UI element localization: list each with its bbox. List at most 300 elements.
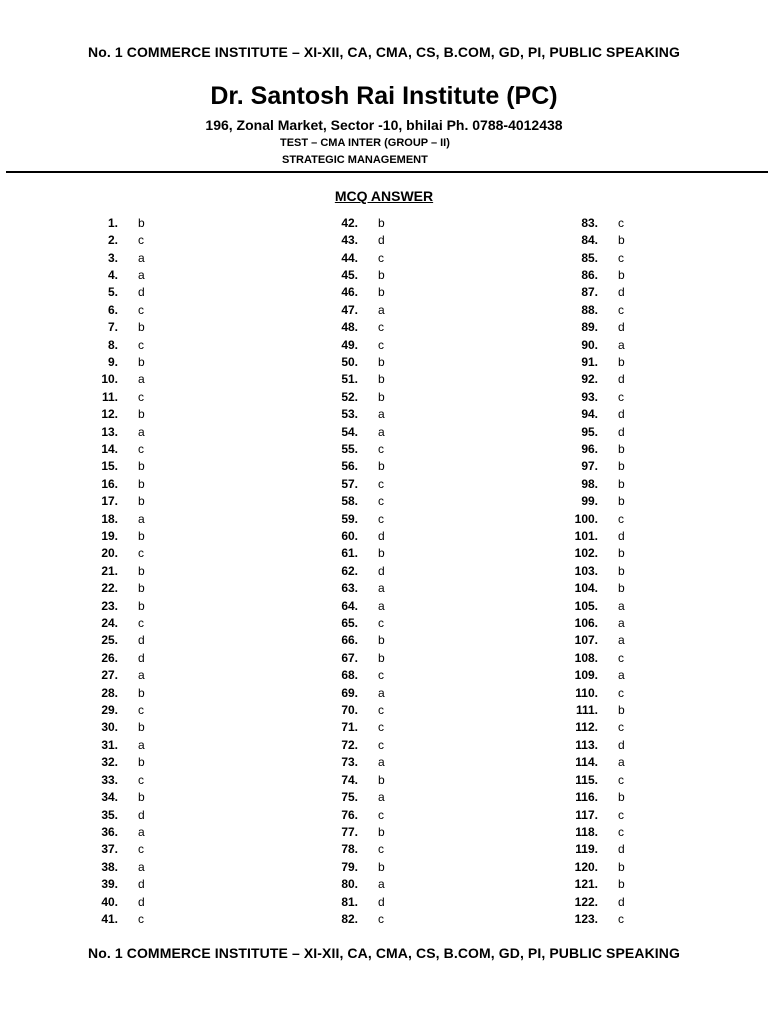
answer-row — [550, 788, 625, 805]
answer-row — [550, 527, 625, 544]
answer-letter: d — [618, 529, 625, 544]
question-number: 18. — [101, 511, 118, 526]
question-number: 70. — [341, 703, 358, 718]
answer-row — [550, 249, 625, 266]
question-number: 52. — [341, 389, 358, 404]
answer-letter: b — [378, 285, 385, 300]
header-tagline: No. 1 COMMERCE INSTITUTE – XI-XII, CA, CMA, CS, B.COM, GD, PI, PUBLIC SPEAKING — [88, 44, 680, 60]
question-number: 1. — [107, 215, 118, 230]
question-number: 95. — [581, 424, 598, 439]
answer-letter: b — [378, 389, 385, 404]
question-number: 72. — [341, 737, 358, 752]
answer-letter: b — [378, 650, 385, 665]
answer-row — [550, 580, 625, 597]
answer-letter: a — [138, 737, 145, 752]
answer-row — [550, 493, 625, 510]
answer-row — [70, 214, 145, 231]
question-number: 78. — [341, 842, 358, 857]
answer-letter: b — [378, 824, 385, 839]
answer-row — [310, 875, 385, 892]
answer-row — [70, 719, 145, 736]
answer-column-1 — [70, 214, 145, 928]
answer-row — [310, 458, 385, 475]
answer-row — [550, 440, 625, 457]
answer-row — [310, 249, 385, 266]
answer-letter: b — [618, 233, 625, 248]
answer-row — [70, 284, 145, 301]
question-number: 31. — [101, 737, 118, 752]
question-number: 119. — [575, 842, 598, 857]
answer-letter: c — [618, 389, 624, 404]
answer-row — [70, 875, 145, 892]
question-number: 45. — [341, 267, 358, 282]
question-number: 123. — [574, 911, 598, 926]
answer-row — [310, 405, 385, 422]
question-number: 99. — [581, 494, 598, 509]
answer-row — [550, 614, 625, 631]
question-number: 66. — [341, 633, 358, 648]
answer-row — [550, 458, 625, 475]
question-number: 86. — [581, 267, 598, 282]
question-number: 15. — [101, 459, 118, 474]
question-number: 21. — [101, 563, 118, 578]
question-number: 108. — [574, 650, 598, 665]
answer-letter: a — [618, 337, 625, 352]
answer-letter: b — [138, 581, 145, 596]
answer-letter: b — [138, 685, 145, 700]
answer-row — [310, 858, 385, 875]
answer-row — [70, 684, 145, 701]
answer-letter: d — [138, 285, 145, 300]
question-number: 37. — [101, 842, 118, 857]
answer-letter: b — [618, 790, 625, 805]
answer-letter: a — [378, 877, 385, 892]
answer-row — [550, 388, 625, 405]
answer-row — [310, 214, 385, 231]
answer-letter: c — [138, 546, 144, 561]
answer-letter: c — [378, 616, 384, 631]
answer-letter: c — [138, 703, 144, 718]
question-number: 49. — [341, 337, 358, 352]
answer-letter: c — [138, 772, 144, 787]
question-number: 112. — [575, 720, 598, 735]
question-number: 76. — [341, 807, 358, 822]
answer-letter: c — [618, 720, 624, 735]
question-number: 59. — [341, 511, 358, 526]
answer-letter: a — [378, 302, 385, 317]
answer-letter: a — [378, 581, 385, 596]
answer-letter: b — [138, 563, 145, 578]
question-number: 58. — [341, 494, 358, 509]
answer-letter: d — [138, 650, 145, 665]
answer-letter: c — [378, 720, 384, 735]
question-number: 6. — [107, 302, 118, 317]
answer-letter: b — [618, 494, 625, 509]
question-number: 116. — [575, 790, 598, 805]
answer-letter: b — [618, 877, 625, 892]
answer-letter: a — [378, 755, 385, 770]
answer-row — [70, 667, 145, 684]
answer-letter: c — [378, 250, 384, 265]
answer-row — [70, 806, 145, 823]
question-number: 81. — [341, 894, 358, 909]
answer-letter: b — [138, 790, 145, 805]
answer-row — [310, 440, 385, 457]
question-number: 35. — [101, 807, 118, 822]
answer-letter: c — [618, 302, 624, 317]
question-number: 20. — [101, 546, 118, 561]
answer-letter: b — [618, 354, 625, 369]
question-number: 103. — [574, 563, 598, 578]
answer-letter: c — [138, 441, 144, 456]
question-number: 55. — [341, 441, 358, 456]
answer-letter: b — [378, 354, 385, 369]
question-number: 102. — [574, 546, 598, 561]
answer-letter: b — [138, 755, 145, 770]
answer-letter: c — [378, 441, 384, 456]
question-number: 42. — [341, 215, 358, 230]
answer-row — [550, 214, 625, 231]
answer-row — [550, 284, 625, 301]
answer-letter: c — [138, 616, 144, 631]
answer-row — [550, 597, 625, 614]
answer-row — [550, 545, 625, 562]
institute-name: Dr. Santosh Rai Institute (PC) — [210, 82, 558, 110]
question-number: 23. — [101, 598, 118, 613]
question-number: 32. — [101, 755, 118, 770]
answer-letter: a — [378, 685, 385, 700]
answer-letter: c — [378, 703, 384, 718]
answer-row — [310, 823, 385, 840]
answer-letter: c — [138, 302, 144, 317]
question-number: 36. — [101, 824, 118, 839]
question-number: 94. — [581, 407, 598, 422]
question-number: 47. — [341, 302, 358, 317]
answer-letter: c — [138, 233, 144, 248]
answer-letter: b — [138, 459, 145, 474]
answer-letter: c — [618, 511, 624, 526]
answer-row — [550, 336, 625, 353]
answer-row — [550, 510, 625, 527]
answer-letter: d — [138, 807, 145, 822]
question-number: 53. — [341, 407, 358, 422]
answer-row — [310, 719, 385, 736]
answer-letter: b — [378, 633, 385, 648]
answer-letter: b — [138, 598, 145, 613]
question-number: 63. — [341, 581, 358, 596]
answer-letter: b — [138, 494, 145, 509]
answer-row — [550, 806, 625, 823]
answer-row — [310, 545, 385, 562]
answer-letter: a — [618, 633, 625, 648]
answer-row — [310, 632, 385, 649]
question-number: 121. — [574, 877, 598, 892]
question-number: 22. — [101, 581, 118, 596]
question-number: 60. — [341, 529, 358, 544]
answer-letter: c — [138, 337, 144, 352]
question-number: 27. — [101, 668, 118, 683]
answer-row — [310, 388, 385, 405]
answer-row — [310, 771, 385, 788]
answer-row — [550, 701, 625, 718]
answer-letter: d — [378, 529, 385, 544]
answer-row — [70, 632, 145, 649]
answer-letter: b — [618, 703, 625, 718]
answer-row — [310, 754, 385, 771]
question-number: 5. — [107, 285, 118, 300]
answer-row — [310, 806, 385, 823]
question-number: 43. — [341, 233, 358, 248]
answer-heading — [0, 188, 768, 204]
question-number: 85. — [581, 250, 598, 265]
question-number: 12. — [101, 407, 118, 422]
answer-letter: d — [138, 877, 145, 892]
answer-row — [550, 858, 625, 875]
answer-letter: a — [138, 424, 145, 439]
question-number: 4. — [107, 267, 118, 282]
answer-letter: c — [138, 389, 144, 404]
question-number: 50. — [341, 354, 358, 369]
answer-letter: c — [378, 668, 384, 683]
answer-letter: d — [378, 563, 385, 578]
question-number: 17. — [101, 494, 118, 509]
answer-row — [70, 266, 145, 283]
answer-letter: b — [618, 859, 625, 874]
answer-letter: c — [618, 650, 624, 665]
answer-row — [70, 788, 145, 805]
answer-letter: d — [618, 285, 625, 300]
answer-letter: c — [378, 476, 384, 491]
question-number: 77. — [341, 824, 358, 839]
question-number: 73. — [341, 755, 358, 770]
answer-row — [310, 580, 385, 597]
answer-row — [550, 231, 625, 248]
answer-letter: c — [378, 337, 384, 352]
answer-row — [310, 301, 385, 318]
question-number: 62. — [341, 563, 358, 578]
answer-letter: b — [618, 267, 625, 282]
answer-row — [310, 493, 385, 510]
answer-letter: b — [378, 546, 385, 561]
question-number: 68. — [341, 668, 358, 683]
answer-row — [70, 771, 145, 788]
answer-row — [70, 893, 145, 910]
answer-letter: c — [378, 494, 384, 509]
answer-letter: a — [378, 424, 385, 439]
question-number: 10. — [101, 372, 118, 387]
answer-letter: b — [138, 529, 145, 544]
answer-letter: b — [618, 459, 625, 474]
answer-letter: a — [378, 790, 385, 805]
answer-letter: c — [378, 320, 384, 335]
answer-letter: c — [378, 911, 384, 926]
answer-row — [70, 510, 145, 527]
answer-row — [310, 318, 385, 335]
answer-letter: a — [618, 668, 625, 683]
answer-letter: b — [138, 476, 145, 491]
answer-row — [310, 701, 385, 718]
answer-row — [70, 597, 145, 614]
question-number: 34. — [101, 790, 118, 805]
answer-letter: b — [378, 267, 385, 282]
question-number: 7. — [107, 320, 118, 335]
question-number: 19. — [101, 529, 118, 544]
question-number: 87. — [581, 285, 598, 300]
answer-letter: a — [138, 511, 145, 526]
answer-row — [550, 562, 625, 579]
answer-row — [70, 858, 145, 875]
question-number: 9. — [107, 354, 118, 369]
answer-row — [550, 353, 625, 370]
question-number: 57. — [341, 476, 358, 491]
answer-row — [550, 423, 625, 440]
question-number: 64. — [341, 598, 358, 613]
footer-tagline: No. 1 COMMERCE INSTITUTE – XI-XII, CA, CMA, CS, B.COM, GD, PI, PUBLIC SPEAKING — [88, 945, 680, 961]
question-number: 39. — [101, 877, 118, 892]
answer-column-2 — [310, 214, 385, 928]
answer-row — [70, 736, 145, 753]
answer-row — [550, 301, 625, 318]
answer-row — [70, 458, 145, 475]
question-number: 46. — [341, 285, 358, 300]
question-number: 16. — [101, 476, 118, 491]
question-number: 28. — [101, 685, 118, 700]
answer-letter: b — [618, 581, 625, 596]
answer-letter: a — [618, 616, 625, 631]
answer-row — [70, 527, 145, 544]
answer-letter: d — [138, 894, 145, 909]
answer-letter: d — [618, 407, 625, 422]
answer-letter: b — [378, 859, 385, 874]
question-number: 61. — [341, 546, 358, 561]
answer-row — [550, 649, 625, 666]
answer-row — [70, 475, 145, 492]
answer-row — [70, 580, 145, 597]
answer-row — [310, 667, 385, 684]
answer-row — [310, 510, 385, 527]
question-number: 84. — [581, 233, 598, 248]
answer-row — [70, 614, 145, 631]
question-number: 38. — [101, 859, 118, 874]
answer-row — [550, 754, 625, 771]
answer-row — [310, 788, 385, 805]
answer-row — [310, 284, 385, 301]
question-number: 80. — [341, 877, 358, 892]
answer-letter: a — [138, 859, 145, 874]
question-number: 56. — [341, 459, 358, 474]
answer-letter: b — [138, 720, 145, 735]
answer-row — [70, 405, 145, 422]
answer-letter: b — [378, 772, 385, 787]
question-number: 24. — [101, 616, 118, 631]
answer-row — [310, 597, 385, 614]
question-number: 89. — [581, 320, 598, 335]
answer-letter: c — [138, 911, 144, 926]
answer-row — [70, 423, 145, 440]
subject-title: STRATEGIC MANAGEMENT — [282, 154, 428, 166]
question-number: 11. — [101, 389, 118, 404]
answer-column-3 — [550, 214, 625, 928]
answer-row — [550, 632, 625, 649]
answer-letter: c — [378, 511, 384, 526]
answer-letter: b — [618, 476, 625, 491]
answer-letter: b — [618, 546, 625, 561]
answer-letter: c — [618, 911, 624, 926]
answer-row — [550, 684, 625, 701]
answer-letter: a — [618, 598, 625, 613]
answer-letter: a — [138, 372, 145, 387]
question-number: 111. — [575, 703, 598, 718]
answer-letter: d — [378, 233, 385, 248]
answer-row — [550, 266, 625, 283]
question-number: 122. — [574, 894, 598, 909]
answer-row — [70, 701, 145, 718]
answer-row — [310, 353, 385, 370]
answer-row — [550, 371, 625, 388]
question-number: 82. — [341, 911, 358, 926]
question-number: 25. — [101, 633, 118, 648]
question-number: 8. — [107, 337, 118, 352]
answer-row — [310, 684, 385, 701]
answer-letter: a — [618, 755, 625, 770]
answer-row — [310, 614, 385, 631]
answer-letter: b — [618, 441, 625, 456]
answer-row — [310, 371, 385, 388]
question-number: 93. — [581, 389, 598, 404]
answer-letter: a — [138, 250, 145, 265]
answer-letter: d — [618, 894, 625, 909]
answer-row — [70, 371, 145, 388]
answer-letter: c — [378, 842, 384, 857]
answer-letter: b — [138, 354, 145, 369]
answer-letter: b — [378, 459, 385, 474]
answer-row — [70, 318, 145, 335]
answer-row — [310, 736, 385, 753]
answer-row — [550, 910, 625, 927]
answer-row — [70, 249, 145, 266]
answer-row — [550, 893, 625, 910]
answer-letter: c — [618, 685, 624, 700]
question-number: 83. — [581, 215, 598, 230]
answer-letter: c — [378, 807, 384, 822]
answer-heading-text: MCQ ANSWER — [334, 188, 434, 204]
question-number: 114. — [575, 755, 598, 770]
answer-letter: d — [138, 633, 145, 648]
answer-letter: b — [138, 320, 145, 335]
question-number: 13. — [101, 424, 118, 439]
answer-letter: c — [618, 807, 624, 822]
question-number: 90. — [581, 337, 598, 352]
answer-letter: c — [378, 737, 384, 752]
question-number: 79. — [341, 859, 358, 874]
answer-row — [550, 736, 625, 753]
question-number: 71. — [341, 720, 358, 735]
answer-row — [70, 231, 145, 248]
answer-row — [550, 771, 625, 788]
answer-letter: d — [378, 894, 385, 909]
answer-row — [70, 493, 145, 510]
question-number: 92. — [581, 372, 598, 387]
answer-letter: c — [138, 842, 144, 857]
question-number: 106. — [574, 616, 598, 631]
question-number: 88. — [581, 302, 598, 317]
answer-letter: b — [378, 215, 385, 230]
answer-row — [310, 649, 385, 666]
answer-letter: d — [618, 737, 625, 752]
answer-row — [310, 231, 385, 248]
answer-row — [70, 440, 145, 457]
question-number: 105. — [574, 598, 598, 613]
